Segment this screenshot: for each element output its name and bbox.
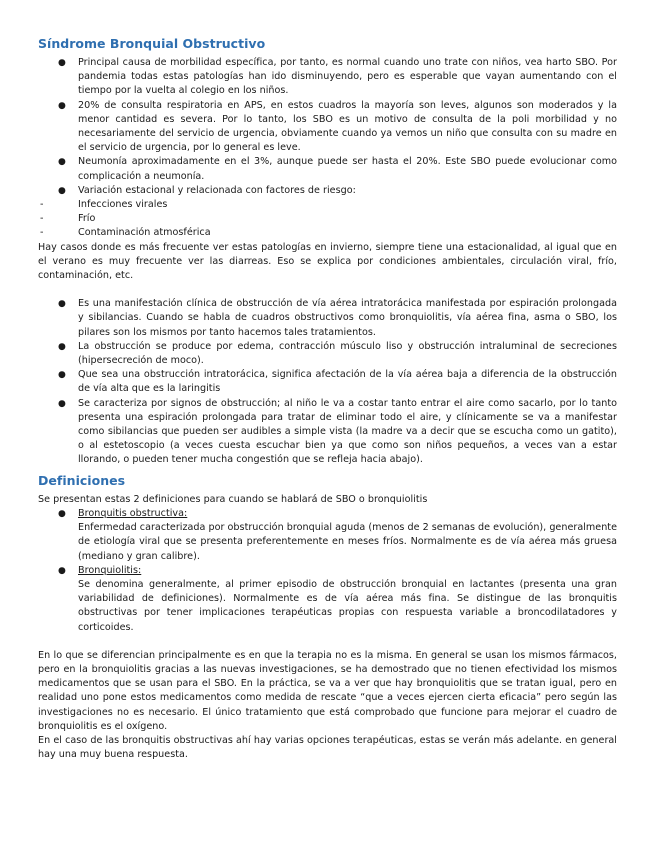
list-item: - Contaminación atmosférica <box>38 226 617 240</box>
bullet-icon: ● <box>58 341 66 352</box>
spacer <box>38 635 617 649</box>
risk-factor-list <box>38 198 617 241</box>
bullet-icon: ● <box>58 100 66 111</box>
bullet-icon: ● <box>58 370 66 381</box>
list-item: ● Que sea una obstrucción intratorácica, significa afectación de la vía aérea baja a diferencia de la obstrucción de vía alta que es la laringitis <box>58 369 617 395</box>
bullet-icon: ● <box>58 508 66 519</box>
bullet-icon: ● <box>58 58 66 68</box>
definition-term: Bronquitis obstructiva: <box>78 507 188 519</box>
list-item: - Frío <box>38 212 617 226</box>
intro-bullet-list <box>38 56 617 198</box>
list-item: ● Neumonía aproximadamente en el 3%, aunque puede ser hasta el 20%. Este SBO puede evolucionar como complicación a neumonía. <box>58 156 617 182</box>
seasonal-paragraph: Hay casos donde es más frecuente ver estas patologías en invierno, siempre tiene una estacionalidad, al igual que en el verano es muy frecuente ver las diarreas. Eso se explica por condiciones ambientales, circulación viral, frío, contaminación, etc. <box>38 241 617 282</box>
bullet-icon: ● <box>58 299 66 310</box>
definition-item <box>38 564 617 635</box>
definitions-list <box>38 507 617 635</box>
closing-paragraph: En lo que se diferencian principalmente es en que la terapia no es la misma. En general se usan los mismos fármacos, pero en la bronquiolitis gracias a las nuevas investigaciones, se ha demostrado que no tienen efectividad los mismos medicamentos que se usan para el SBO. En la práctica, se va a ver que hay bronquiolitis que se tratan igual, pero en realidad uno pone estos medicamentos como medida de rescate “que a veces ejercen cierta eficacia” pero según las investigaciones no es necesario. El único tratamiento que está comprobado que funcione para mejorar el cuadro de bronquiolitis es el oxígeno. <box>38 649 617 732</box>
spacer <box>38 283 617 297</box>
closing-paragraph: En el caso de las bronquitis obstructivas ahí hay varias opciones terapéuticas, estas se verán más adelante. en general hay una muy buena respuesta. <box>38 734 617 761</box>
definitions-heading: Definiciones <box>38 472 126 488</box>
manifestation-bullet-list <box>38 297 617 467</box>
list-item: ● 20% de consulta respiratoria en APS, en estos cuadros la mayoría son leves, algunos son moderados y la menor cantidad es severa. Por lo tanto, los SBO es un motivo de consulta de la poli morbilidad y no necesariamente del servicio de urgencia, obviamente cuando ya vemos un niño que consulta con su madre en el servicio de urgencia, por lo general es leve. <box>58 99 617 154</box>
bullet-icon: ● <box>58 185 66 196</box>
definition-text: Enfermedad caracterizada por obstrucción bronquial aguda (menos de 2 semanas de evolución), generalmente de etiología viral que se presenta preferentemente en meses fríos. Normalmente es de vía aérea más gruesa (mediano y gran calibre). <box>78 522 618 562</box>
bullet-icon: ● <box>58 157 66 168</box>
dash-icon: - <box>40 227 44 239</box>
list-item: ● Se caracteriza por signos de obstrucción; al niño le va a costar tanto entrar el aire como sacarlo, por lo tanto presenta una espiración prolongada para tratar de eliminar todo el aire, y clínicamente se va a manifestar como sibilancias que pueden ser audibles a simple vista (la madre va a decir que se escucha como un gatito), o al estetoscopio (a veces cuesta escuchar bien ya que como son niños pequeños, a veces van a estar llorando, o pueden tener mucha congestión que se refleja hacia abajo). <box>58 397 617 466</box>
list-item: ● La obstrucción se produce por edema, contracción músculo liso y obstrucción intraluminal de secreciones (hipersecreción de moco). <box>58 340 617 367</box>
definitions-intro: Se presentan estas 2 definiciones para cuando se hablará de SBO o bronquiolitis <box>38 493 428 505</box>
dash-icon: - <box>40 213 44 225</box>
definition-item <box>38 507 617 564</box>
page-title: Síndrome Bronquial Obstructivo <box>38 36 266 51</box>
list-item: ● Principal causa de morbilidad específica, por tanto, es normal cuando uno trate con niños, vea harto SBO. Por pandemia todas estas patologías han ido disminuyendo, pero es esperable que vayan aumentando con el tiempo por la vuelta al colegio en los niños. <box>58 57 617 97</box>
definition-text: Se denomina generalmente, al primer episodio de obstrucción bronquial en lactantes (presenta una gran variabilidad de definiciones). Normalmente es de vía aérea más fina. Se distingue de las bronquitis obstructivas por tener implicaciones terapéuticas propias con respuesta variable a broncodilatadores y corticoides. <box>78 578 617 633</box>
list-item: ● Es una manifestación clínica de obstrucción de vía aérea intratorácica manifestada por espiración prolongada y sibilancias. Cuando se habla de cuadros obstructivos como bronquiolitis, vía aérea fina, asma o SBO, los pilares son los mismos por tanto hacemos tales tratamientos. <box>58 298 617 338</box>
definition-term: Bronquiolitis: <box>78 564 142 576</box>
dash-icon: - <box>40 199 44 211</box>
bullet-icon: ● <box>58 565 66 576</box>
list-item: - Infecciones virales <box>38 198 617 212</box>
list-item: ● Variación estacional y relacionada con factores de riesgo: <box>38 184 617 198</box>
bullet-icon: ● <box>58 398 66 409</box>
